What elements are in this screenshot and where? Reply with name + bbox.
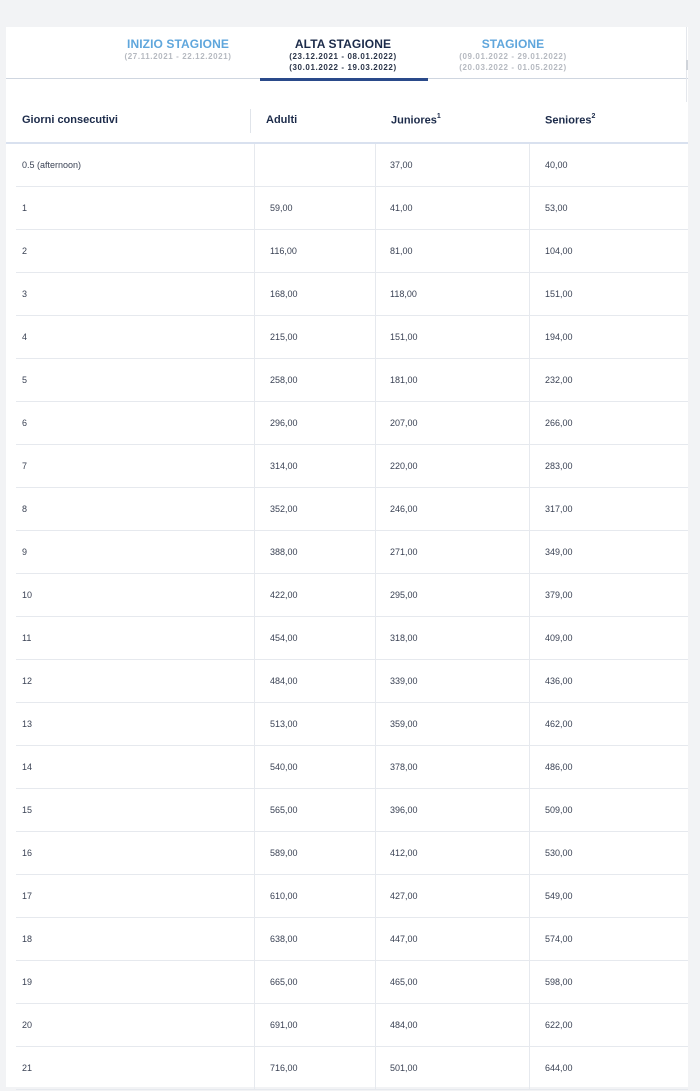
table-row: [16, 316, 688, 359]
cell-seniors: 283,00: [545, 461, 573, 471]
table-row: [16, 488, 688, 531]
cell-juniors: 41,00: [390, 203, 413, 213]
cell-adults: 168,00: [270, 289, 298, 299]
table-row: [16, 531, 688, 574]
column-divider: [375, 789, 376, 832]
table-header: [6, 102, 688, 144]
cell-adults: 610,00: [270, 891, 298, 901]
column-divider: [529, 531, 530, 574]
column-divider: [254, 789, 255, 832]
cell-juniors: 318,00: [390, 633, 418, 643]
tab-title: ALTA STAGIONE: [294, 37, 392, 51]
header-days: Giorni consecutivi: [22, 114, 118, 126]
column-divider: [529, 187, 530, 230]
cell-juniors: 295,00: [390, 590, 418, 600]
cell-seniors: 232,00: [545, 375, 573, 385]
table-row: [16, 789, 688, 832]
column-divider: [375, 1047, 376, 1090]
cell-juniors: 181,00: [390, 375, 418, 385]
table-row: [16, 1004, 688, 1047]
cell-adults: 116,00: [270, 246, 297, 256]
column-divider: [254, 832, 255, 875]
table-row: [16, 187, 688, 230]
cell-days: 18: [22, 934, 33, 944]
cell-days: 14: [22, 762, 33, 772]
cell-adults: 388,00: [270, 547, 298, 557]
tab-date: (30.01.2022 - 19.03.2022): [289, 63, 397, 72]
cell-juniors: 427,00: [390, 891, 418, 901]
cell-seniors: 509,00: [545, 805, 573, 815]
column-divider: [529, 1047, 530, 1090]
table-row: [16, 445, 688, 488]
column-divider: [375, 660, 376, 703]
column-divider: [375, 402, 376, 445]
column-divider: [375, 703, 376, 746]
cell-seniors: 622,00: [545, 1020, 573, 1030]
column-divider: [375, 230, 376, 273]
column-divider: [254, 144, 255, 187]
column-divider: [375, 1004, 376, 1047]
table-row: [16, 918, 688, 961]
column-divider: [254, 187, 255, 230]
cell-juniors: 339,00: [390, 676, 418, 686]
column-divider: [254, 746, 255, 789]
cell-days: 12: [22, 676, 33, 686]
cell-seniors: 104,00: [545, 246, 573, 256]
column-divider: [375, 918, 376, 961]
column-divider: [375, 187, 376, 230]
column-divider: [529, 445, 530, 488]
column-divider: [254, 531, 255, 574]
table-row: [16, 832, 688, 875]
tab-title: STAGIONE: [481, 37, 545, 51]
cell-days: 1: [22, 203, 28, 213]
column-divider: [375, 316, 376, 359]
cell-seniors: 379,00: [545, 590, 573, 600]
cell-seniors: 317,00: [545, 504, 573, 514]
active-tab-indicator: [260, 78, 428, 81]
cell-seniors: 530,00: [545, 848, 573, 858]
column-divider: [375, 445, 376, 488]
cell-seniors: 266,00: [545, 418, 573, 428]
column-divider: [254, 875, 255, 918]
table-row: [16, 746, 688, 789]
column-divider: [529, 488, 530, 531]
footnote-marker: 1: [436, 113, 441, 120]
column-divider: [254, 1047, 255, 1090]
column-divider: [254, 402, 255, 445]
cell-seniors: 53,00: [545, 203, 568, 213]
cell-seniors: 486,00: [545, 762, 573, 772]
scroll-notch: [686, 60, 688, 70]
column-divider: [529, 746, 530, 789]
cell-seniors: 598,00: [545, 977, 573, 987]
header-adults: Adulti: [266, 114, 298, 126]
column-divider: [529, 961, 530, 1004]
tab-title: INIZIO STAGIONE: [127, 37, 229, 51]
cell-days: 15: [22, 805, 33, 815]
column-divider: [375, 531, 376, 574]
tab-inizio-stagione[interactable]: [116, 37, 240, 62]
cell-juniors: 271,00: [390, 547, 418, 557]
column-divider: [375, 961, 376, 1004]
cell-days: 10: [22, 590, 33, 600]
cell-adults: 258,00: [270, 375, 298, 385]
cell-adults: 665,00: [270, 977, 298, 987]
column-divider: [529, 703, 530, 746]
tab-date: (23.12.2021 - 08.01.2022): [289, 52, 397, 61]
cell-juniors: 396,00: [390, 805, 418, 815]
column-divider: [254, 445, 255, 488]
column-divider: [529, 359, 530, 402]
table-row: [16, 1047, 688, 1090]
header-juniors: [391, 114, 441, 127]
table-row: [16, 574, 688, 617]
cell-juniors: 81,00: [390, 246, 413, 256]
header-seniors: [545, 114, 595, 127]
header-juniors-label: Juniores: [391, 114, 437, 127]
cell-juniors: 484,00: [390, 1020, 418, 1030]
cell-days: 2: [22, 246, 28, 256]
cell-days: 5: [22, 375, 28, 385]
cell-adults: 540,00: [270, 762, 298, 772]
cell-days: 9: [22, 547, 28, 557]
cell-days: 17: [22, 891, 33, 901]
cell-adults: 422,00: [270, 590, 298, 600]
cell-seniors: 549,00: [545, 891, 573, 901]
column-divider: [529, 316, 530, 359]
column-divider: [254, 1004, 255, 1047]
column-divider: [375, 488, 376, 531]
column-divider: [254, 574, 255, 617]
cell-days: 21: [22, 1063, 33, 1073]
column-divider: [529, 918, 530, 961]
cell-adults: 484,00: [270, 676, 298, 686]
cell-days: 6: [22, 418, 28, 428]
tab-date: (27.11.2021 - 22.12.2021): [124, 52, 232, 61]
column-divider: [254, 660, 255, 703]
column-divider: [254, 488, 255, 531]
column-divider: [375, 359, 376, 402]
column-divider: [529, 875, 530, 918]
cell-juniors: 501,00: [390, 1063, 418, 1073]
cell-adults: 716,00: [270, 1063, 298, 1073]
column-divider: [375, 832, 376, 875]
column-divider: [529, 660, 530, 703]
cell-days: 16: [22, 848, 33, 858]
tab-alta-stagione[interactable]: [276, 37, 410, 73]
column-divider: [375, 617, 376, 660]
cell-seniors: 151,00: [545, 289, 573, 299]
table-row: [16, 617, 688, 660]
column-divider: [529, 144, 530, 187]
cell-juniors: 220,00: [390, 461, 418, 471]
cell-juniors: 151,00: [390, 332, 418, 342]
column-divider: [254, 617, 255, 660]
cell-seniors: 574,00: [545, 934, 573, 944]
footnote-marker: 2: [591, 113, 596, 120]
tab-stagione[interactable]: [446, 37, 580, 73]
cell-juniors: 465,00: [390, 977, 418, 987]
cell-days: 8: [22, 504, 28, 514]
table-row: [16, 402, 688, 445]
price-table: [6, 102, 688, 1087]
cell-seniors: 436,00: [545, 676, 573, 686]
column-divider: [529, 402, 530, 445]
cell-seniors: 644,00: [545, 1063, 573, 1073]
header-divider: [250, 109, 251, 133]
table-row: [16, 144, 688, 187]
column-divider: [375, 574, 376, 617]
cell-adults: 296,00: [270, 418, 298, 428]
cell-juniors: 207,00: [390, 418, 418, 428]
cell-days: 7: [22, 461, 28, 471]
cell-juniors: 359,00: [390, 719, 418, 729]
cell-adults: 638,00: [270, 934, 298, 944]
column-divider: [254, 703, 255, 746]
cell-days: 11: [22, 633, 32, 643]
tab-date: (09.01.2022 - 29.01.2022): [459, 52, 567, 61]
cell-days: 13: [22, 719, 33, 729]
column-divider: [529, 789, 530, 832]
cell-seniors: 462,00: [545, 719, 573, 729]
cell-adults: 352,00: [270, 504, 298, 514]
cell-juniors: 37,00: [390, 160, 413, 170]
cell-seniors: 409,00: [545, 633, 573, 643]
table-row: [16, 875, 688, 918]
column-divider: [529, 230, 530, 273]
column-divider: [254, 961, 255, 1004]
column-divider: [529, 832, 530, 875]
column-divider: [529, 273, 530, 316]
column-divider: [529, 574, 530, 617]
cell-days: 20: [22, 1020, 33, 1030]
table-row: [16, 359, 688, 402]
cell-days: 19: [22, 977, 33, 987]
cell-adults: 589,00: [270, 848, 298, 858]
cell-juniors: 118,00: [390, 289, 417, 299]
table-row: [16, 230, 688, 273]
cell-adults: 454,00: [270, 633, 298, 643]
column-divider: [254, 230, 255, 273]
cell-adults: 565,00: [270, 805, 298, 815]
cell-seniors: 349,00: [545, 547, 573, 557]
cell-adults: 513,00: [270, 719, 298, 729]
cell-juniors: 246,00: [390, 504, 418, 514]
cell-juniors: 412,00: [390, 848, 418, 858]
header-seniors-label: Seniores: [545, 114, 592, 127]
cell-adults: 215,00: [270, 332, 298, 342]
column-divider: [254, 316, 255, 359]
cell-days: 0.5 (afternoon): [22, 160, 82, 170]
column-divider: [529, 1004, 530, 1047]
table-row: [16, 660, 688, 703]
table-row: [16, 273, 688, 316]
cell-juniors: 447,00: [390, 934, 418, 944]
table-row: [16, 703, 688, 746]
cell-adults: 59,00: [270, 203, 293, 213]
cell-days: 3: [22, 289, 28, 299]
column-divider: [254, 273, 255, 316]
cell-adults: 314,00: [270, 461, 298, 471]
tab-date: (20.03.2022 - 01.05.2022): [459, 63, 567, 72]
column-divider: [529, 617, 530, 660]
season-tabs: [6, 27, 688, 81]
column-divider: [375, 875, 376, 918]
column-divider: [375, 144, 376, 187]
column-divider: [254, 359, 255, 402]
column-divider: [254, 918, 255, 961]
column-divider: [375, 746, 376, 789]
cell-seniors: 194,00: [545, 332, 573, 342]
table-row: [16, 961, 688, 1004]
cell-days: 4: [22, 332, 28, 342]
cell-seniors: 40,00: [545, 160, 568, 170]
cell-juniors: 378,00: [390, 762, 418, 772]
cell-adults: 691,00: [270, 1020, 298, 1030]
column-divider: [375, 273, 376, 316]
